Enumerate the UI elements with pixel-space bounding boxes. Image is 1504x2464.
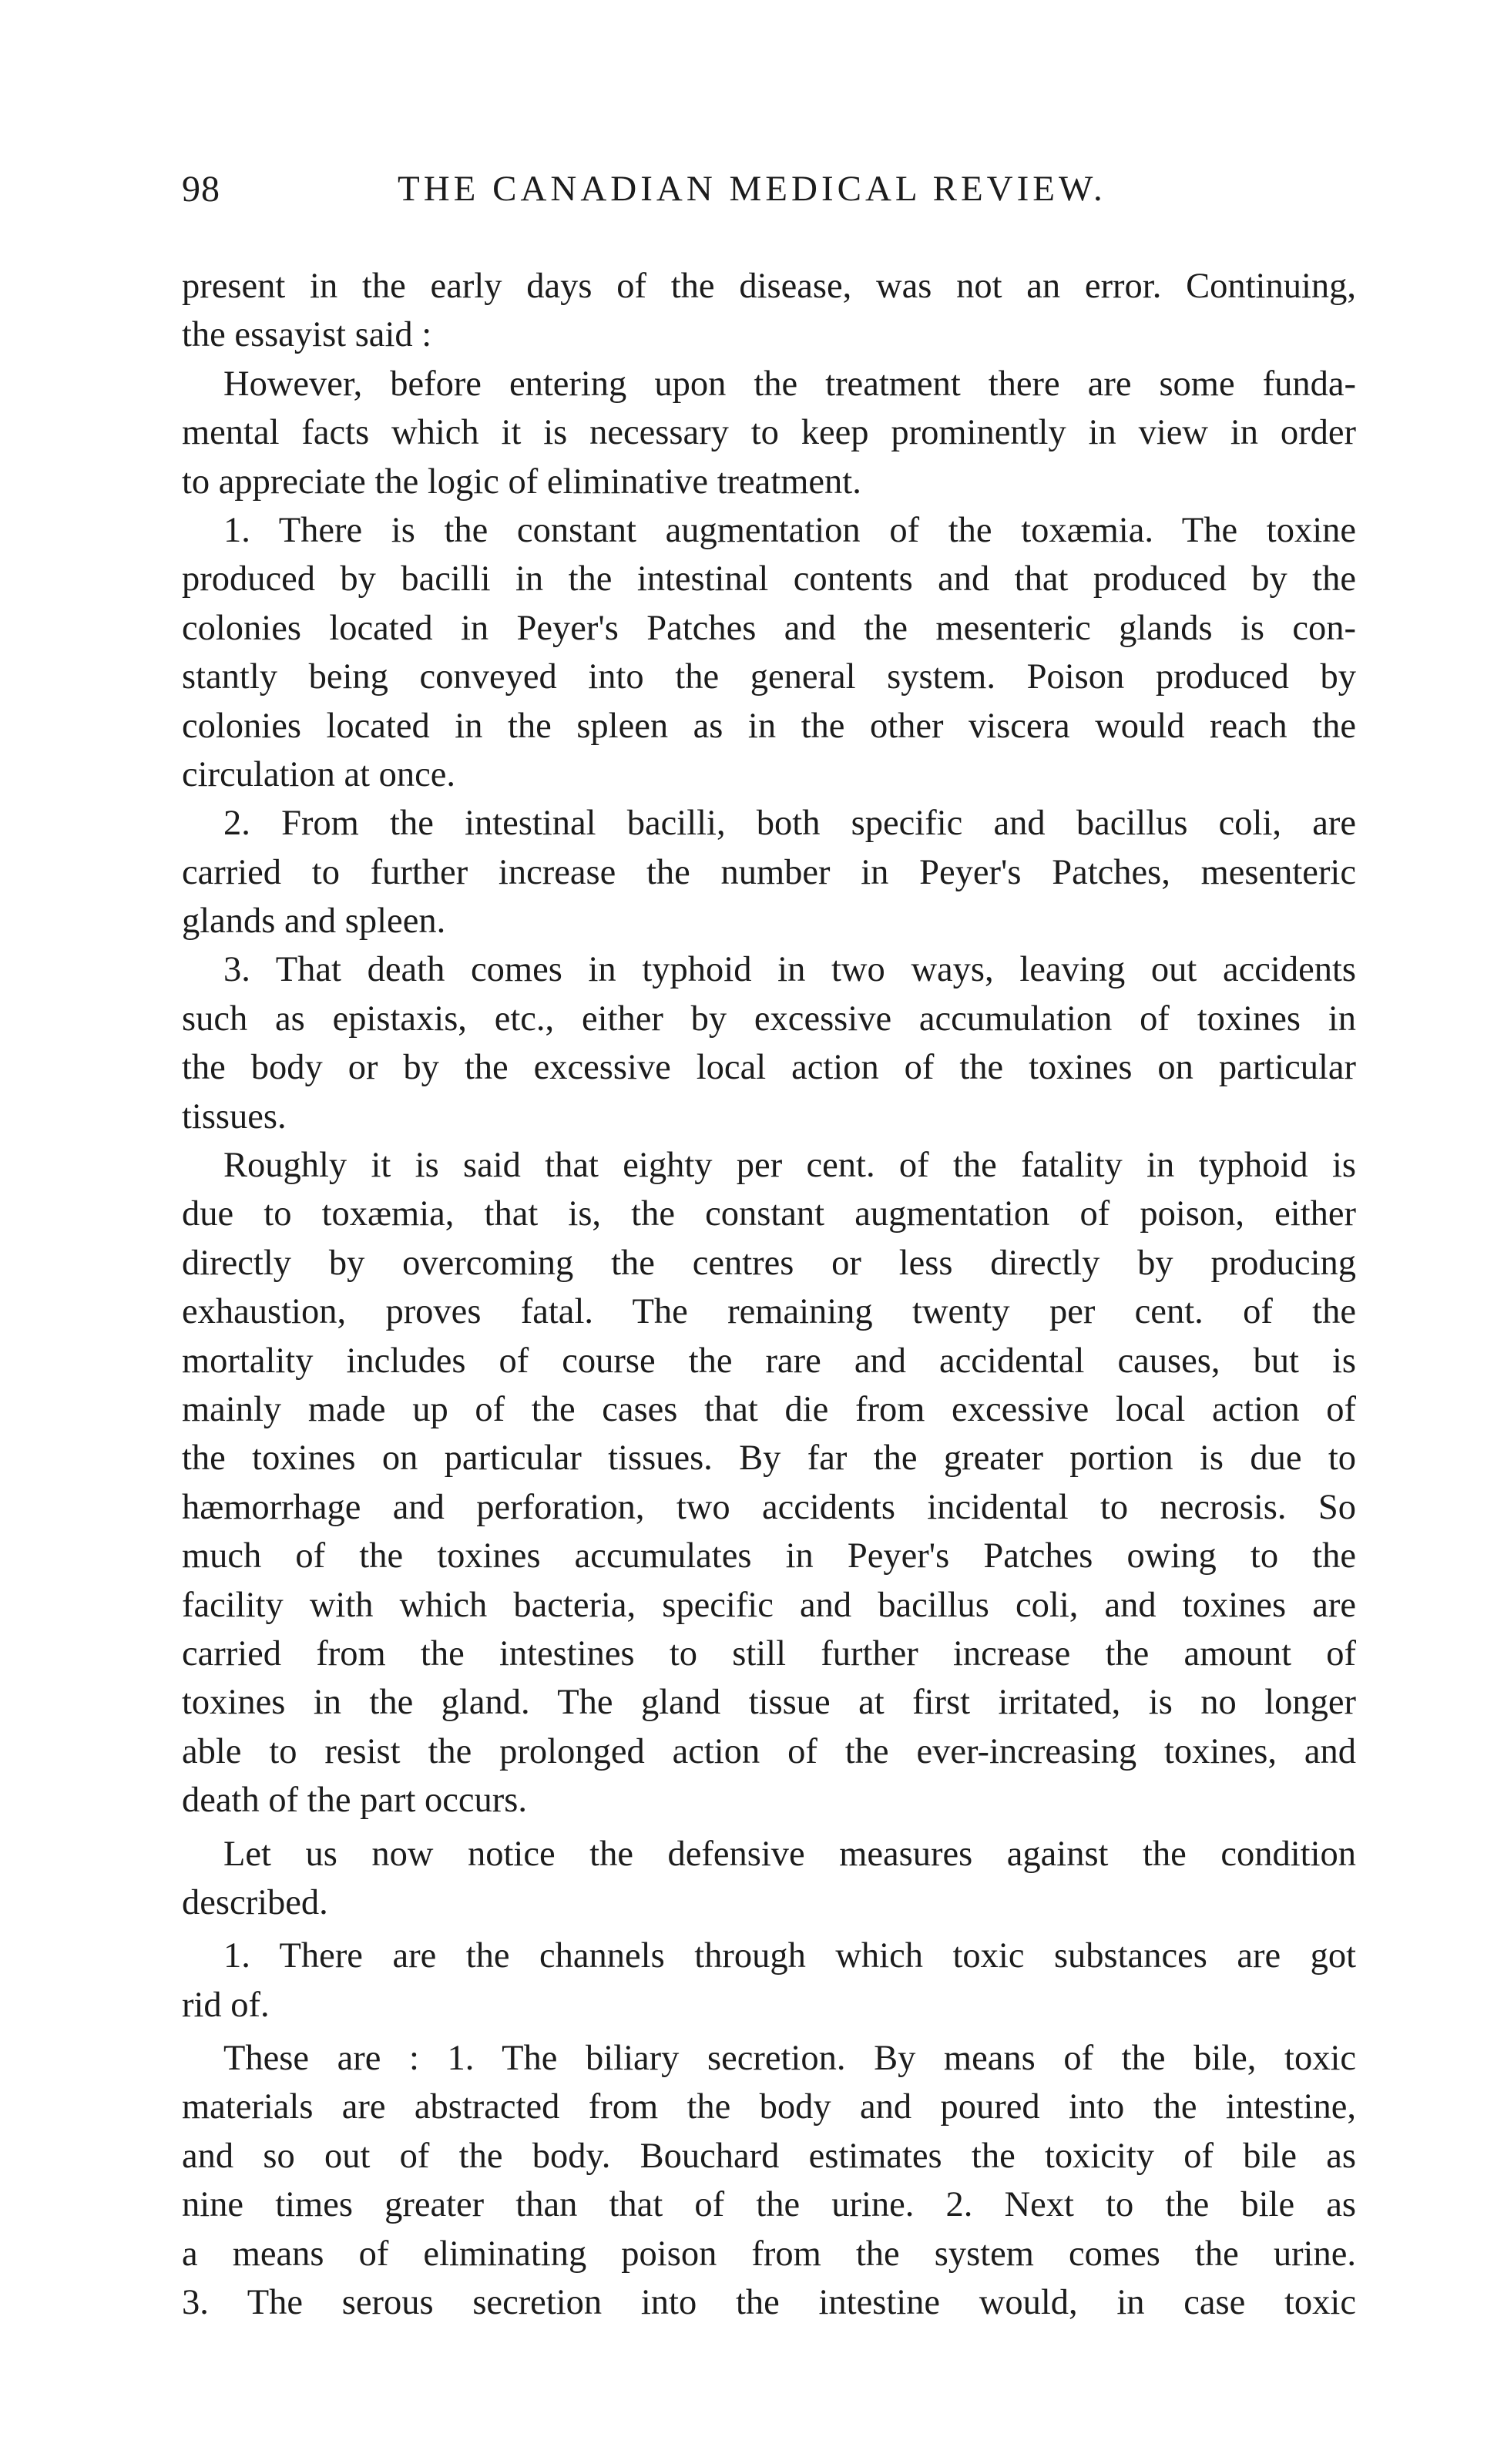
text-line: rid of. (182, 1985, 270, 2025)
text-line: described. (182, 1882, 328, 1922)
text-line: due to toxæmia, that is, the constant augmentation of poison, either (182, 1194, 1356, 1234)
text-line: the toxines on particular tissues. By far the greater portion is due to (182, 1438, 1356, 1479)
text-line: These are : 1. The biliary secretion. By means of the bile, toxic (223, 2039, 1356, 2079)
text-line: nine times greater than that of the urine. 2. Next to the bile as (182, 2185, 1356, 2225)
text-line: produced by bacilli in the intestinal contents and that produced by the (182, 559, 1356, 599)
text-line: colonies located in the spleen as in the other viscera would reach the (182, 706, 1356, 746)
text-line: such as epistaxis, etc., either by excessive accumulation of toxines in (182, 999, 1356, 1039)
page-header (182, 168, 1356, 230)
text-line: mortality includes of course the rare and accidental causes, but is (182, 1341, 1356, 1381)
text-line: mental facts which it is necessary to keep prominently in view in order (182, 413, 1356, 453)
text-line: Roughly it is said that eighty per cent. of the fatality in typhoid is (223, 1146, 1356, 1186)
text-line: exhaustion, proves fatal. The remaining twenty per cent. of the (182, 1292, 1356, 1332)
text-line: stantly being conveyed into the general system. Poison produced by (182, 657, 1356, 697)
text-line: to appreciate the logic of eliminative treatment. (182, 462, 861, 502)
text-line: However, before entering upon the treatment there are some funda- (223, 364, 1356, 404)
text-line: glands and spleen. (182, 901, 446, 942)
text-line: the essayist said : (182, 315, 432, 355)
text-line: circulation at once. (182, 754, 456, 794)
text-line: much of the toxines accumulates in Peyer's Patches owing to the (182, 1536, 1356, 1576)
text-line: directly by overcoming the centres or less directly by producing (182, 1243, 1356, 1283)
running-head: THE CANADIAN MEDICAL REVIEW. (398, 169, 1106, 209)
text-line: and so out of the body. Bouchard estimates the toxicity of bile as (182, 2136, 1356, 2176)
text-line: the body or by the excessive local action of the toxines on particular (182, 1048, 1356, 1088)
text-line: death of the part occurs. (182, 1781, 528, 1821)
text-line: present in the early days of the disease, was not an error. Continuing, (182, 267, 1356, 306)
text-line: carried from the intestines to still further increase the amount of (182, 1633, 1356, 1673)
text-line: 1. There is the constant augmentation of the toxæmia. The toxine (223, 510, 1356, 550)
text-line: carried to further increase the number in Peyer's Patches, mesenteric (182, 852, 1356, 892)
text-line: toxines in the gland. The gland tissue at first irritated, is no longer (182, 1683, 1356, 1723)
text-line: a means of eliminating poison from the system comes the urine. (182, 2234, 1356, 2274)
text-line: facility with which bacteria, specific and bacillus coli, and toxines are (182, 1585, 1356, 1625)
text-line: Let us now notice the defensive measures against the condition (223, 1834, 1356, 1874)
text-line: mainly made up of the cases that die from excessive local action of (182, 1389, 1356, 1429)
page-number: 98 (182, 169, 220, 210)
text-line: able to resist the prolonged action of the ever-increasing toxines, and (182, 1731, 1356, 1771)
text-line: hæmorrhage and perforation, two accidents incidental to necrosis. So (182, 1487, 1356, 1527)
text-line: 3. That death comes in typhoid in two ways, leaving out accidents (223, 950, 1356, 990)
text-line: tissues. (182, 1096, 287, 1136)
text-line: 1. There are the channels through which toxic substances are got (223, 1936, 1356, 1976)
text-line: colonies located in Peyer's Patches and the mesenteric glands is con- (182, 608, 1356, 648)
body-text (182, 262, 1356, 2327)
text-line: 2. From the intestinal bacilli, both specific and bacillus coli, are (223, 804, 1356, 844)
text-line: materials are abstracted from the body and poured into the intestine, (182, 2087, 1356, 2127)
text-line: 3. The serous secretion into the intestine would, in case toxic (182, 2283, 1356, 2323)
